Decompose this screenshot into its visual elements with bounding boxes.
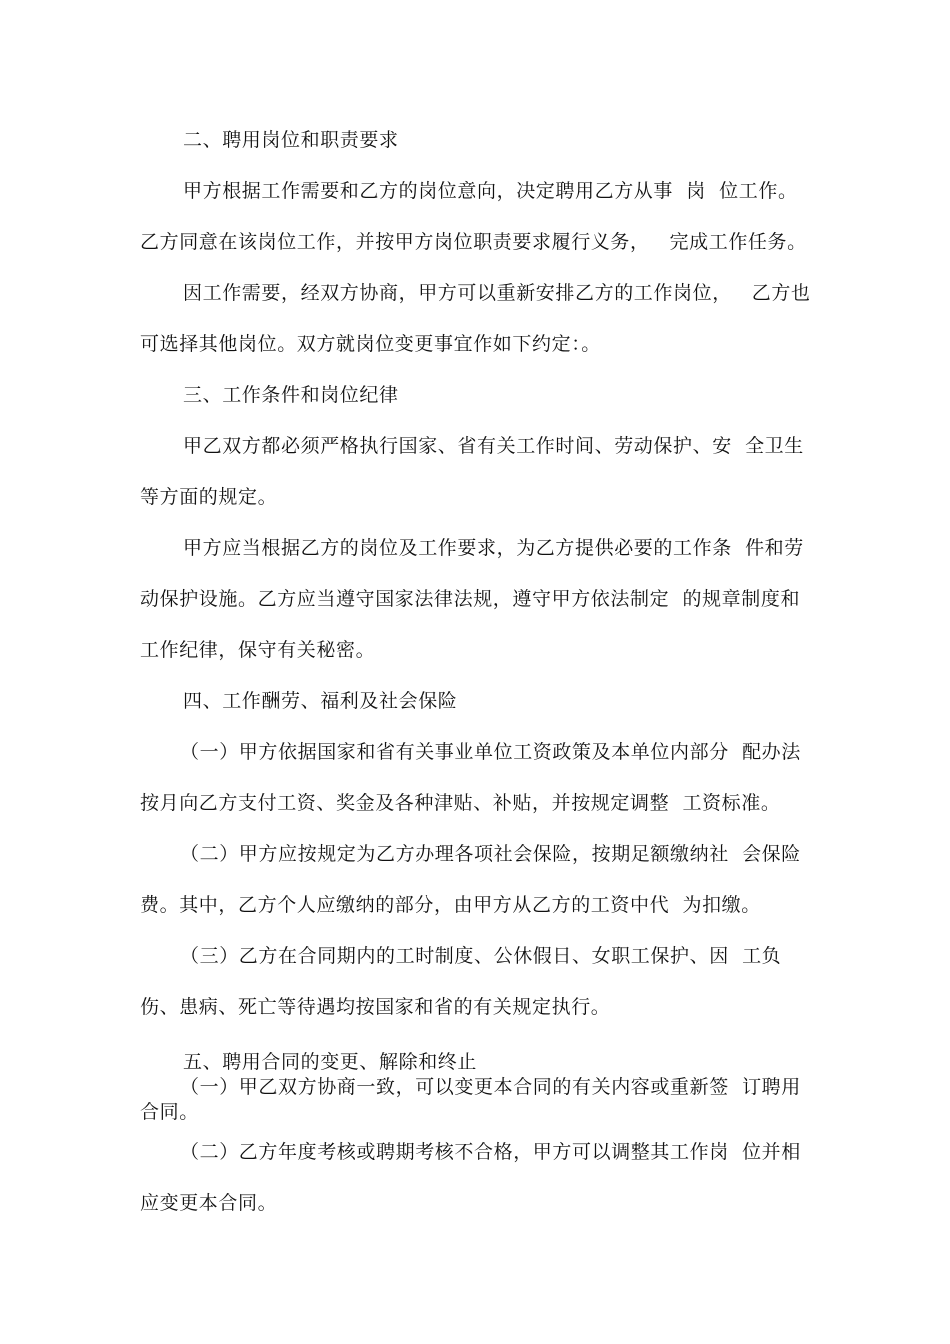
section-heading-2: 二、聘用岗位和职责要求	[183, 129, 399, 151]
paragraph-line: 因工作需要，经双方协商，甲方可以重新安排乙方的工作岗位， 乙方也	[183, 282, 811, 304]
paragraph-line: 可选择其他岗位。双方就岗位变更事宜作如下约定：。	[140, 333, 601, 355]
paragraph-line: 按月向乙方支付工资、奖金及各种津贴、补贴，并按规定调整 工资标准。	[140, 792, 781, 814]
section-heading-5: 五、聘用合同的变更、解除和终止	[183, 1051, 478, 1073]
paragraph-line: 甲方应当根据乙方的岗位及工作要求，为乙方提供必要的工作条 件和劳	[183, 537, 804, 559]
section-heading-4: 四、工作酬劳、福利及社会保险	[183, 690, 458, 712]
section-heading-3: 三、工作条件和岗位纪律	[183, 384, 399, 406]
paragraph-line: 伤、患病、死亡等待遇均按国家和省的有关规定执行。	[140, 996, 611, 1018]
paragraph-line: 应变更本合同。	[140, 1192, 278, 1214]
paragraph-line: 乙方同意在该岗位工作，并按甲方岗位职责要求履行义务， 完成工作任务。	[140, 231, 807, 253]
paragraph-line: 工作纪律，保守有关秘密。	[140, 639, 376, 661]
paragraph-line: 费。其中，乙方个人应缴纳的部分，由甲方从乙方的工资中代 为扣缴。	[140, 894, 761, 916]
paragraph-line: （一）甲方依据国家和省有关事业单位工资政策及本单位内部分 配办法	[180, 741, 801, 763]
paragraph-line: 甲方根据工作需要和乙方的岗位意向，决定聘用乙方从事 岗 位工作。	[183, 180, 798, 202]
paragraph-line: （一）甲乙双方协商一致，可以变更本合同的有关内容或重新签 订聘用	[180, 1076, 801, 1098]
paragraph-line: 合同。	[140, 1101, 199, 1123]
paragraph-line: （二）甲方应按规定为乙方办理各项社会保险，按期足额缴纳社 会保险	[180, 843, 801, 865]
paragraph-line: 等方面的规定。	[140, 486, 278, 508]
paragraph-line: （二）乙方年度考核或聘期考核不合格，甲方可以调整其工作岗 位并相	[180, 1141, 801, 1163]
paragraph-line: 动保护设施。乙方应当遵守国家法律法规，遵守甲方依法制定 的规章制度和	[140, 588, 801, 610]
paragraph-line: 甲乙双方都必须严格执行国家、省有关工作时间、劳动保护、安 全卫生	[183, 435, 804, 457]
paragraph-line: （三）乙方在合同期内的工时制度、公休假日、女职工保护、因 工负	[180, 945, 782, 967]
